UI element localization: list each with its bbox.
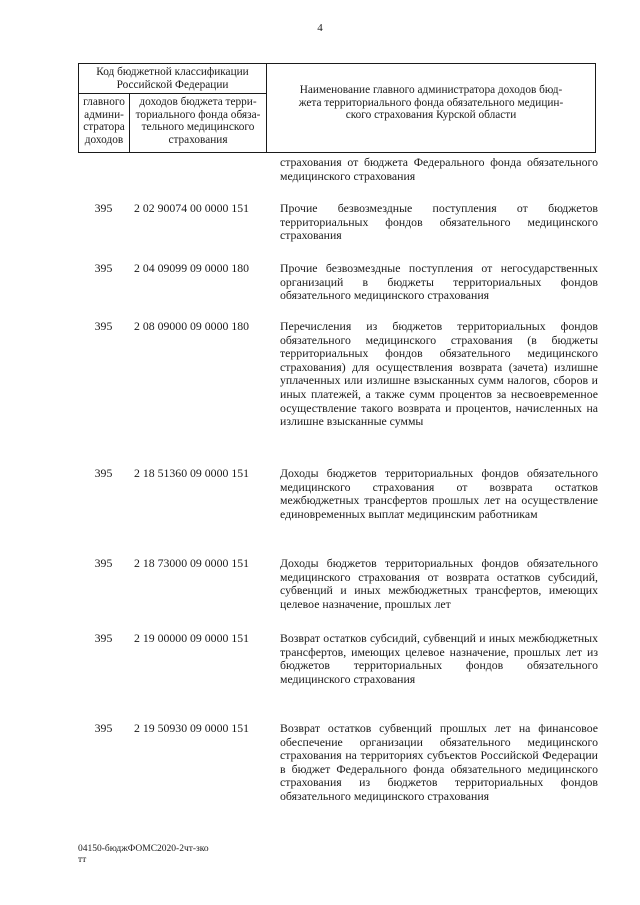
- income-description: Доходы бюджетов территориальных фондов обязательного медицинского страхования от возврата остатков межбюджетных трансфертов прошлых лет на осуществление единовременных выплат медицинским работникам: [280, 466, 598, 521]
- admin-code: 395: [94, 631, 113, 645]
- document-footer-code: 04150-бюджФОМС2020-2чт-зко тт: [78, 844, 209, 865]
- table-header: [78, 63, 596, 153]
- income-description: Перечисления из бюджетов территориальных фондов обязательного медицинского страхования (в бюджеты территориальных фондов обязательного медицинского страхования) для осуществления возврата (зачета) излишне уплаченных или излишне взысканных сумм налогов, сборов и иных платежей, а также сумм процентов за несвоевременное осуществление такого возврата и процентов, начисленных на излишне взысканные суммы: [280, 319, 598, 429]
- header-admin-code: главного админи- стратора доходов: [79, 94, 130, 153]
- income-code: 2 04 09099 09 0000 180: [134, 261, 250, 275]
- header-income-code: доходов бюджета терри- ториального фонда обяза- тельного медицинского страхования: [130, 94, 267, 153]
- income-code: 2 02 90074 00 0000 151: [134, 201, 250, 215]
- income-code: 2 08 09000 09 0000 180: [134, 319, 250, 333]
- header-kbk: Код бюджетной классификации Российской Федерации: [79, 64, 267, 94]
- admin-code: 395: [94, 201, 113, 215]
- income-code: 2 19 50930 09 0000 151: [134, 721, 250, 735]
- income-description: Возврат остатков субвенций прошлых лет на финансовое обеспечение организации обязательного медицинского страхования на территориях субъектов Российской Федерации в бюджет Федерального фонда обязательного медицинского страхования из бюджетов территориальных фондов обязательного медицинского страхования: [280, 721, 598, 803]
- admin-code: 395: [94, 556, 113, 570]
- income-description: Возврат остатков субсидий, субвенций и иных межбюджетных трансфертов, имеющих целевое назначение, прошлых лет из бюджетов территориальных фондов обязательного медицинского страхования: [280, 631, 598, 686]
- income-code: 2 18 73000 09 0000 151: [134, 556, 250, 570]
- header-administrator-name: Наименование главного администратора доходов бюд- жета территориального фонда обязательного медицин- ского страхования Курской области: [298, 84, 564, 121]
- income-description: Прочие безвозмездные поступления от негосударственных организаций в бюджеты территориальных фондов обязательного медицинского страхования: [280, 261, 598, 303]
- admin-code: 395: [94, 261, 113, 275]
- income-description: Прочие безвозмездные поступления от бюджетов территориальных фондов обязательного медицинского страхования: [280, 201, 598, 243]
- admin-code: 395: [94, 466, 113, 480]
- admin-code: 395: [94, 319, 113, 333]
- admin-code: 395: [94, 721, 113, 735]
- income-code: 2 18 51360 09 0000 151: [134, 466, 250, 480]
- income-description: страхования от бюджета Федерального фонда обязательного медицинского страхования: [280, 155, 598, 183]
- income-description: Доходы бюджетов территориальных фондов обязательного медицинского страхования от возврата остатков субсидий, субвенций и иных межбюджетных трансфертов, имеющих целевое назначение, прошлых лет: [280, 556, 598, 611]
- page-number: 4: [317, 22, 323, 34]
- income-code: 2 19 00000 09 0000 151: [134, 631, 250, 645]
